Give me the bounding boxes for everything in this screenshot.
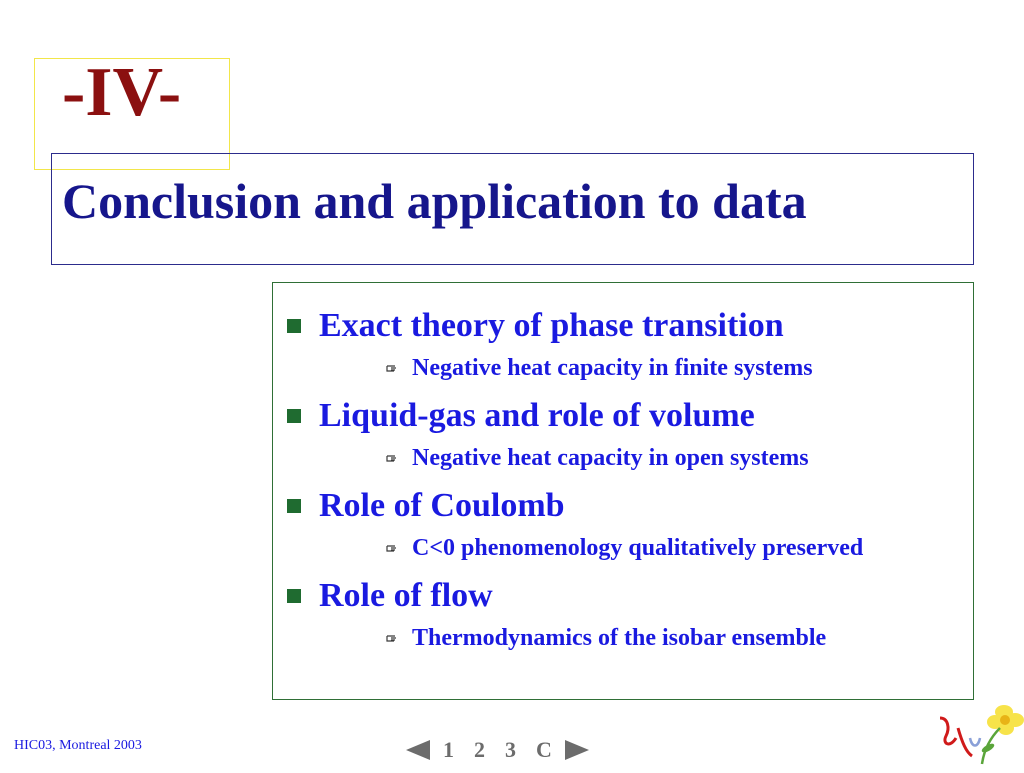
square-bullet-icon <box>287 499 301 513</box>
sub-bullet-item <box>386 356 813 380</box>
right-triangle-icon[interactable] <box>562 738 592 762</box>
pointing-hand-icon <box>386 543 400 553</box>
bullet-item <box>287 489 565 523</box>
pointing-hand-icon <box>386 453 400 463</box>
bullet-item <box>287 309 784 343</box>
pointing-hand-icon <box>386 363 400 373</box>
sub-bullet-text: C<0 phenomenology qualitatively preserved <box>412 535 864 561</box>
left-triangle-icon[interactable] <box>403 738 433 762</box>
section-number: -IV- <box>62 54 182 131</box>
pointing-hand-icon <box>386 633 400 643</box>
nav-link-3[interactable]: 3 <box>505 737 516 762</box>
flower-logo-icon <box>932 698 1024 768</box>
sub-bullet-item <box>386 626 826 650</box>
bullet-item <box>287 399 755 433</box>
sub-bullet-item <box>386 446 809 470</box>
nav-link-c[interactable]: C <box>536 737 552 762</box>
bullet-text: Role of flow <box>319 577 493 614</box>
sub-bullet-text: Negative heat capacity in open systems <box>412 445 809 471</box>
bullet-item <box>287 579 493 613</box>
sub-bullet-text: Negative heat capacity in finite systems <box>412 355 813 381</box>
sub-bullet-text: Thermodynamics of the isobar ensemble <box>412 625 827 651</box>
slide-navigation <box>403 736 592 764</box>
square-bullet-icon <box>287 319 301 333</box>
square-bullet-icon <box>287 409 301 423</box>
bullet-text: Liquid-gas and role of volume <box>319 397 755 434</box>
sub-bullet-item <box>386 536 863 560</box>
slide-title: Conclusion and application to data <box>62 173 807 229</box>
square-bullet-icon <box>287 589 301 603</box>
nav-link-2[interactable]: 2 <box>474 737 485 762</box>
bullet-text: Role of Coulomb <box>319 487 565 524</box>
bullet-text: Exact theory of phase transition <box>319 307 784 344</box>
footer-event: HIC03, Montreal 2003 <box>14 738 142 753</box>
nav-link-1[interactable]: 1 <box>443 737 454 762</box>
